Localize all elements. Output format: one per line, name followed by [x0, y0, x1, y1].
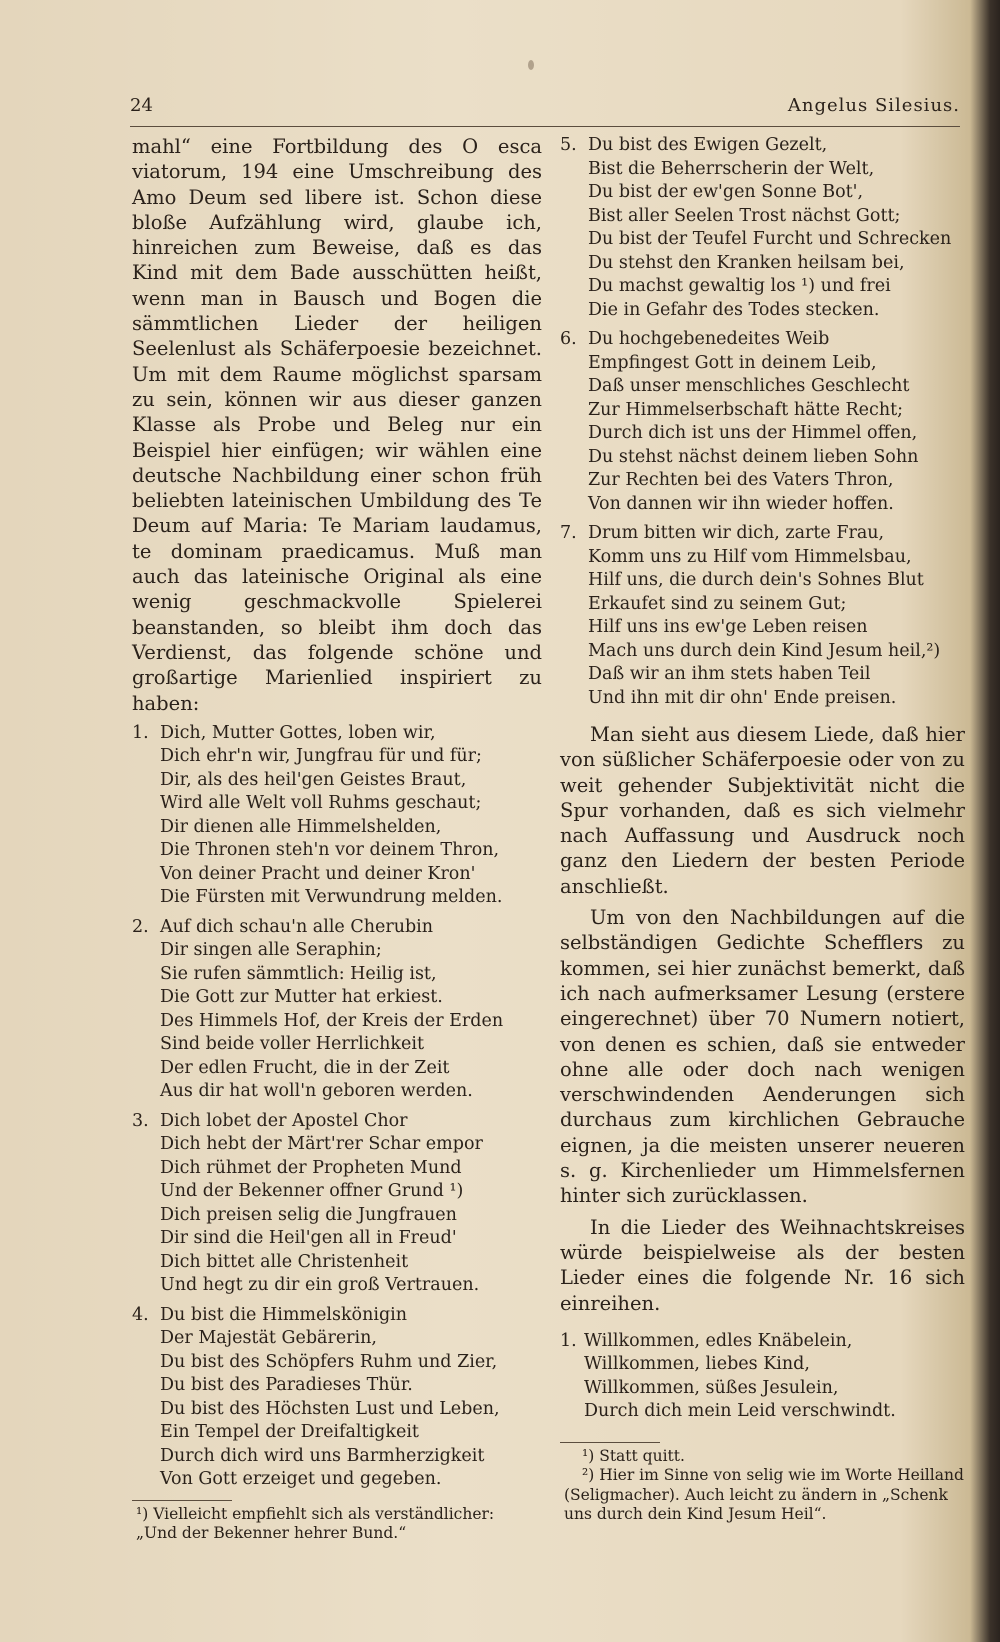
verse-line: Willkommen, edles Knäbelein,	[584, 1330, 853, 1351]
footnote-text: Hier im Sinne von selig wie im Worte Heilland (Seligmacher). Auch leicht zu ändern in „Schenk uns durch dein Kind Jesum Heil“.	[564, 1466, 964, 1524]
verse-line: Von Gott erzeiget und gegeben.	[160, 1469, 442, 1490]
verse-line: Hilf uns, die durch dein's Sohnes Blut	[588, 570, 924, 590]
verse-line: Dich preisen selig die Jungfrauen	[160, 1204, 457, 1225]
paragraph: Man sieht aus diesem Liede, daß hier von süßlicher Schäferpoesie oder von zu weit gehender Subjektivität nicht die Spur vorhanden, daß es sich vielmehr nach Auffassung und Ausdruck noch ganz den Liedern der besten Periode anschließt.	[560, 723, 965, 898]
verse-line: Dich, Mutter Gottes, loben wir,	[160, 722, 436, 743]
verse-line: Du stehst nächst deinem lieben Sohn	[588, 446, 919, 467]
right-column	[560, 134, 965, 1525]
verse-line: Daß wir an ihm stets haben Teil	[588, 664, 871, 684]
stanza-number: 4.	[132, 1304, 149, 1325]
left-prose	[132, 134, 542, 716]
footnote-text: Vielleicht empfiehlt sich als verständlicher:	[153, 1504, 495, 1523]
verse-line: Ein Tempel der Dreifaltigkeit	[160, 1422, 419, 1443]
verse-line: Mach uns durch dein Kind Jesum heil,²)	[588, 640, 941, 661]
verse-line: Sie rufen sämmtlich: Heilig ist,	[160, 963, 437, 984]
verse-line: Dir sind die Heil'gen all in Freud'	[160, 1228, 457, 1249]
verse-line: Und der Bekenner offner Grund ¹)	[160, 1181, 464, 1202]
verse-line: Die Fürsten mit Verwundrung melden.	[160, 887, 503, 908]
footnote-right-2	[560, 1466, 965, 1525]
verse-line: Willkommen, liebes Kind,	[584, 1354, 810, 1375]
verse-line: Du stehst den Kranken heilsam bei,	[588, 252, 905, 273]
stanza-number: 2.	[132, 916, 149, 937]
verse-line: Die Gott zur Mutter hat erkiest.	[160, 987, 443, 1008]
verse-line: Der edlen Frucht, die in der Zeit	[160, 1057, 450, 1078]
stanza-1	[132, 722, 542, 910]
verse-line: Dich lobet der Apostel Chor	[160, 1110, 408, 1131]
verse-line: Erkaufet sind zu seinem Gut;	[588, 593, 847, 614]
stanza-2	[132, 916, 542, 1104]
stanza-lines	[160, 916, 503, 1104]
verse-line: Du bist die Himmelskönigin	[160, 1304, 408, 1325]
verse-line: Dir singen alle Seraphin;	[160, 940, 382, 961]
stanza-lines	[584, 1330, 896, 1424]
verse-line: Auf dich schau'n alle Cherubin	[160, 916, 434, 937]
footnote-line: „Und der Bekenner hehrer Bund.“	[136, 1524, 407, 1543]
verse-line: Du hochgebenedeites Weib	[588, 329, 830, 349]
stanza-number: 7.	[560, 523, 577, 543]
verse-line: Des Himmels Hof, der Kreis der Erden	[160, 1010, 504, 1031]
stanza-3	[132, 1110, 542, 1298]
page-number: 24	[130, 95, 153, 116]
stanza-number: 1.	[132, 722, 149, 743]
verse-line: Willkommen, süßes Jesulein,	[584, 1377, 839, 1398]
verse-line: Dich bittet alle Christenheit	[160, 1251, 409, 1272]
stanza-number: 1.	[560, 1330, 577, 1351]
footnote-right-1	[560, 1447, 965, 1467]
stanza-willkommen	[560, 1330, 965, 1424]
stanza-lines	[160, 1110, 483, 1298]
verse-line: Durch dich ist uns der Himmel offen,	[588, 423, 918, 443]
verse-line: Du bist der Teufel Furcht und Schrecken	[588, 229, 952, 249]
verse-line: Sind beide voller Herrlichkeit	[160, 1034, 425, 1055]
paragraph: Um von den Nachbildungen auf die selbständigen Gedichte Schefflers zu kommen, sei hier zunächst bemerkt, daß ich nach aufmerksamer Lesung (erstere eingerechnet) über 70 Numern notiert, von denen es schien, daß sie entweder ohne alle oder doch nach wenigen verschwindenden Aenderungen sich durchaus zum kirchlichen Gebrauche eignen, ja die meisten unserer neueren s. g. Kirchenlieder um Himmelsfernen hinter sich zurücklassen.	[560, 906, 965, 1208]
stanza-lines	[160, 1304, 500, 1492]
verse-line: Bist aller Seelen Trost nächst Gott;	[588, 205, 901, 226]
verse-line: Durch dich mein Leid verschwindt.	[584, 1401, 896, 1422]
verse-line: Dich hebt der Märt'rer Schar empor	[160, 1134, 483, 1155]
verse-line: Zur Rechten bei des Vaters Thron,	[588, 470, 894, 490]
verse-line: Du bist des Höchsten Lust und Leben,	[160, 1398, 500, 1419]
verse-line: Daß unser menschliches Geschlecht	[588, 376, 910, 396]
stanza-lines	[588, 522, 940, 710]
verse-line: Von deiner Pracht und deiner Kron'	[160, 863, 476, 884]
verse-line: Die in Gefahr des Todes stecken.	[588, 299, 880, 320]
verse-line: Aus dir hat woll'n geboren werden.	[160, 1081, 473, 1102]
verse-line: Drum bitten wir dich, zarte Frau,	[588, 523, 885, 543]
verse-line: Die Thronen steh'n vor deinem Thron,	[160, 840, 500, 861]
footnote-mark: ¹)	[136, 1504, 149, 1523]
footnote-line	[564, 1466, 965, 1525]
stanza-lines	[588, 328, 918, 516]
verse-line: Und ihn mit dir ohn' Ende preisen.	[588, 687, 897, 708]
verse-line: Zur Himmelserbschaft hätte Recht;	[588, 399, 904, 420]
right-prose	[560, 722, 965, 1316]
verse-line: Dir, als des heil'gen Geistes Braut,	[160, 769, 467, 790]
stanza-number: 3.	[132, 1110, 149, 1131]
stanza-5	[560, 134, 965, 322]
footnote-left	[132, 1505, 542, 1544]
stanza-lines	[588, 134, 951, 322]
running-title: Angelus Silesius.	[787, 95, 960, 116]
footnote-line	[136, 1505, 542, 1525]
stanza-4	[132, 1304, 542, 1492]
verse-line: Empfingest Gott in deinem Leib,	[588, 352, 877, 373]
verse-line: Komm uns zu Hilf vom Himmelsbau,	[588, 546, 912, 567]
verse-line: Durch dich wird uns Barmherzigkeit	[160, 1445, 485, 1466]
verse-line: Dir dienen alle Himmelshelden,	[160, 816, 442, 837]
footnote-mark: ²)	[582, 1466, 595, 1485]
footnote-rule	[132, 1500, 232, 1501]
verse-line: Der Majestät Gebärerin,	[160, 1328, 377, 1349]
verse-line: Hilf uns ins ew'ge Leben reisen	[588, 617, 868, 637]
verse-line: Von dannen wir ihn wieder hoffen.	[588, 493, 894, 514]
stanza-number: 5.	[560, 135, 577, 155]
stanza-number: 6.	[560, 329, 577, 349]
page-header	[130, 95, 960, 125]
verse-line: Dich ehr'n wir, Jungfrau für und für;	[160, 746, 482, 767]
verse-line: Du bist des Schöpfers Ruhm und Zier,	[160, 1351, 498, 1372]
footnote-line	[564, 1447, 965, 1467]
left-paragraph: mahl“ eine Fortbildung des O esca viatorum, 194 eine Umschreibung des Amo Deum sed libere ist. Schon diese bloße Aufzählung wird, glaube ich, hinreichen zum Beweise, daß es das Kind mit dem Bade ausschütten heißt, wenn man in Bausch und Bogen die sämmtlichen Lieder der heiligen Seelenlust als Schäferpoesie bezeichnet. Um mit dem Raume möglichst sparsam zu sein, können wir aus dieser ganzen Klasse als Probe und Beleg nur ein Beispiel hier einfügen; wir wählen eine deutsche Nachbildung einer schon früh beliebten lateinischen Umbildung des Te Deum auf Maria: Te Mariam laudamus, te dominam praedicamus. Muß man auch das lateinische Original als eine wenig geschmackvolle Spielerei beanstanden, so bleibt ihm doch das Verdienst, das folgende schöne und großartige Marienlied inspiriert zu haben:	[132, 135, 542, 715]
footnote-rule	[560, 1442, 660, 1443]
verse-line: Du bist der ew'gen Sonne Bot',	[588, 182, 864, 202]
footnote-text: Statt quitt.	[599, 1446, 685, 1465]
verse-line: Du machst gewaltig los ¹) und frei	[588, 276, 891, 296]
footnote-mark: ¹)	[582, 1446, 595, 1465]
verse-line: Du bist des Paradieses Thür.	[160, 1375, 413, 1396]
verse-line: Bist die Beherrscherin der Welt,	[588, 158, 875, 179]
verse-line: Dich rühmet der Propheten Mund	[160, 1157, 462, 1178]
verse-line: Du bist des Ewigen Gezelt,	[588, 135, 828, 155]
verse-line: Wird alle Welt voll Ruhms geschaut;	[160, 793, 482, 814]
stanza-6	[560, 328, 965, 516]
header-rule	[130, 126, 960, 127]
stanza-lines	[160, 722, 502, 910]
ink-smudge	[528, 60, 534, 70]
paragraph: In die Lieder des Weihnachtskreises würde beispielweise als der besten Lieder eines die folgende Nr. 16 sich einreihen.	[560, 1215, 965, 1315]
verse-line: Und hegt zu dir ein groß Vertrauen.	[160, 1275, 480, 1296]
stanza-7	[560, 522, 965, 710]
left-column	[132, 134, 542, 1544]
